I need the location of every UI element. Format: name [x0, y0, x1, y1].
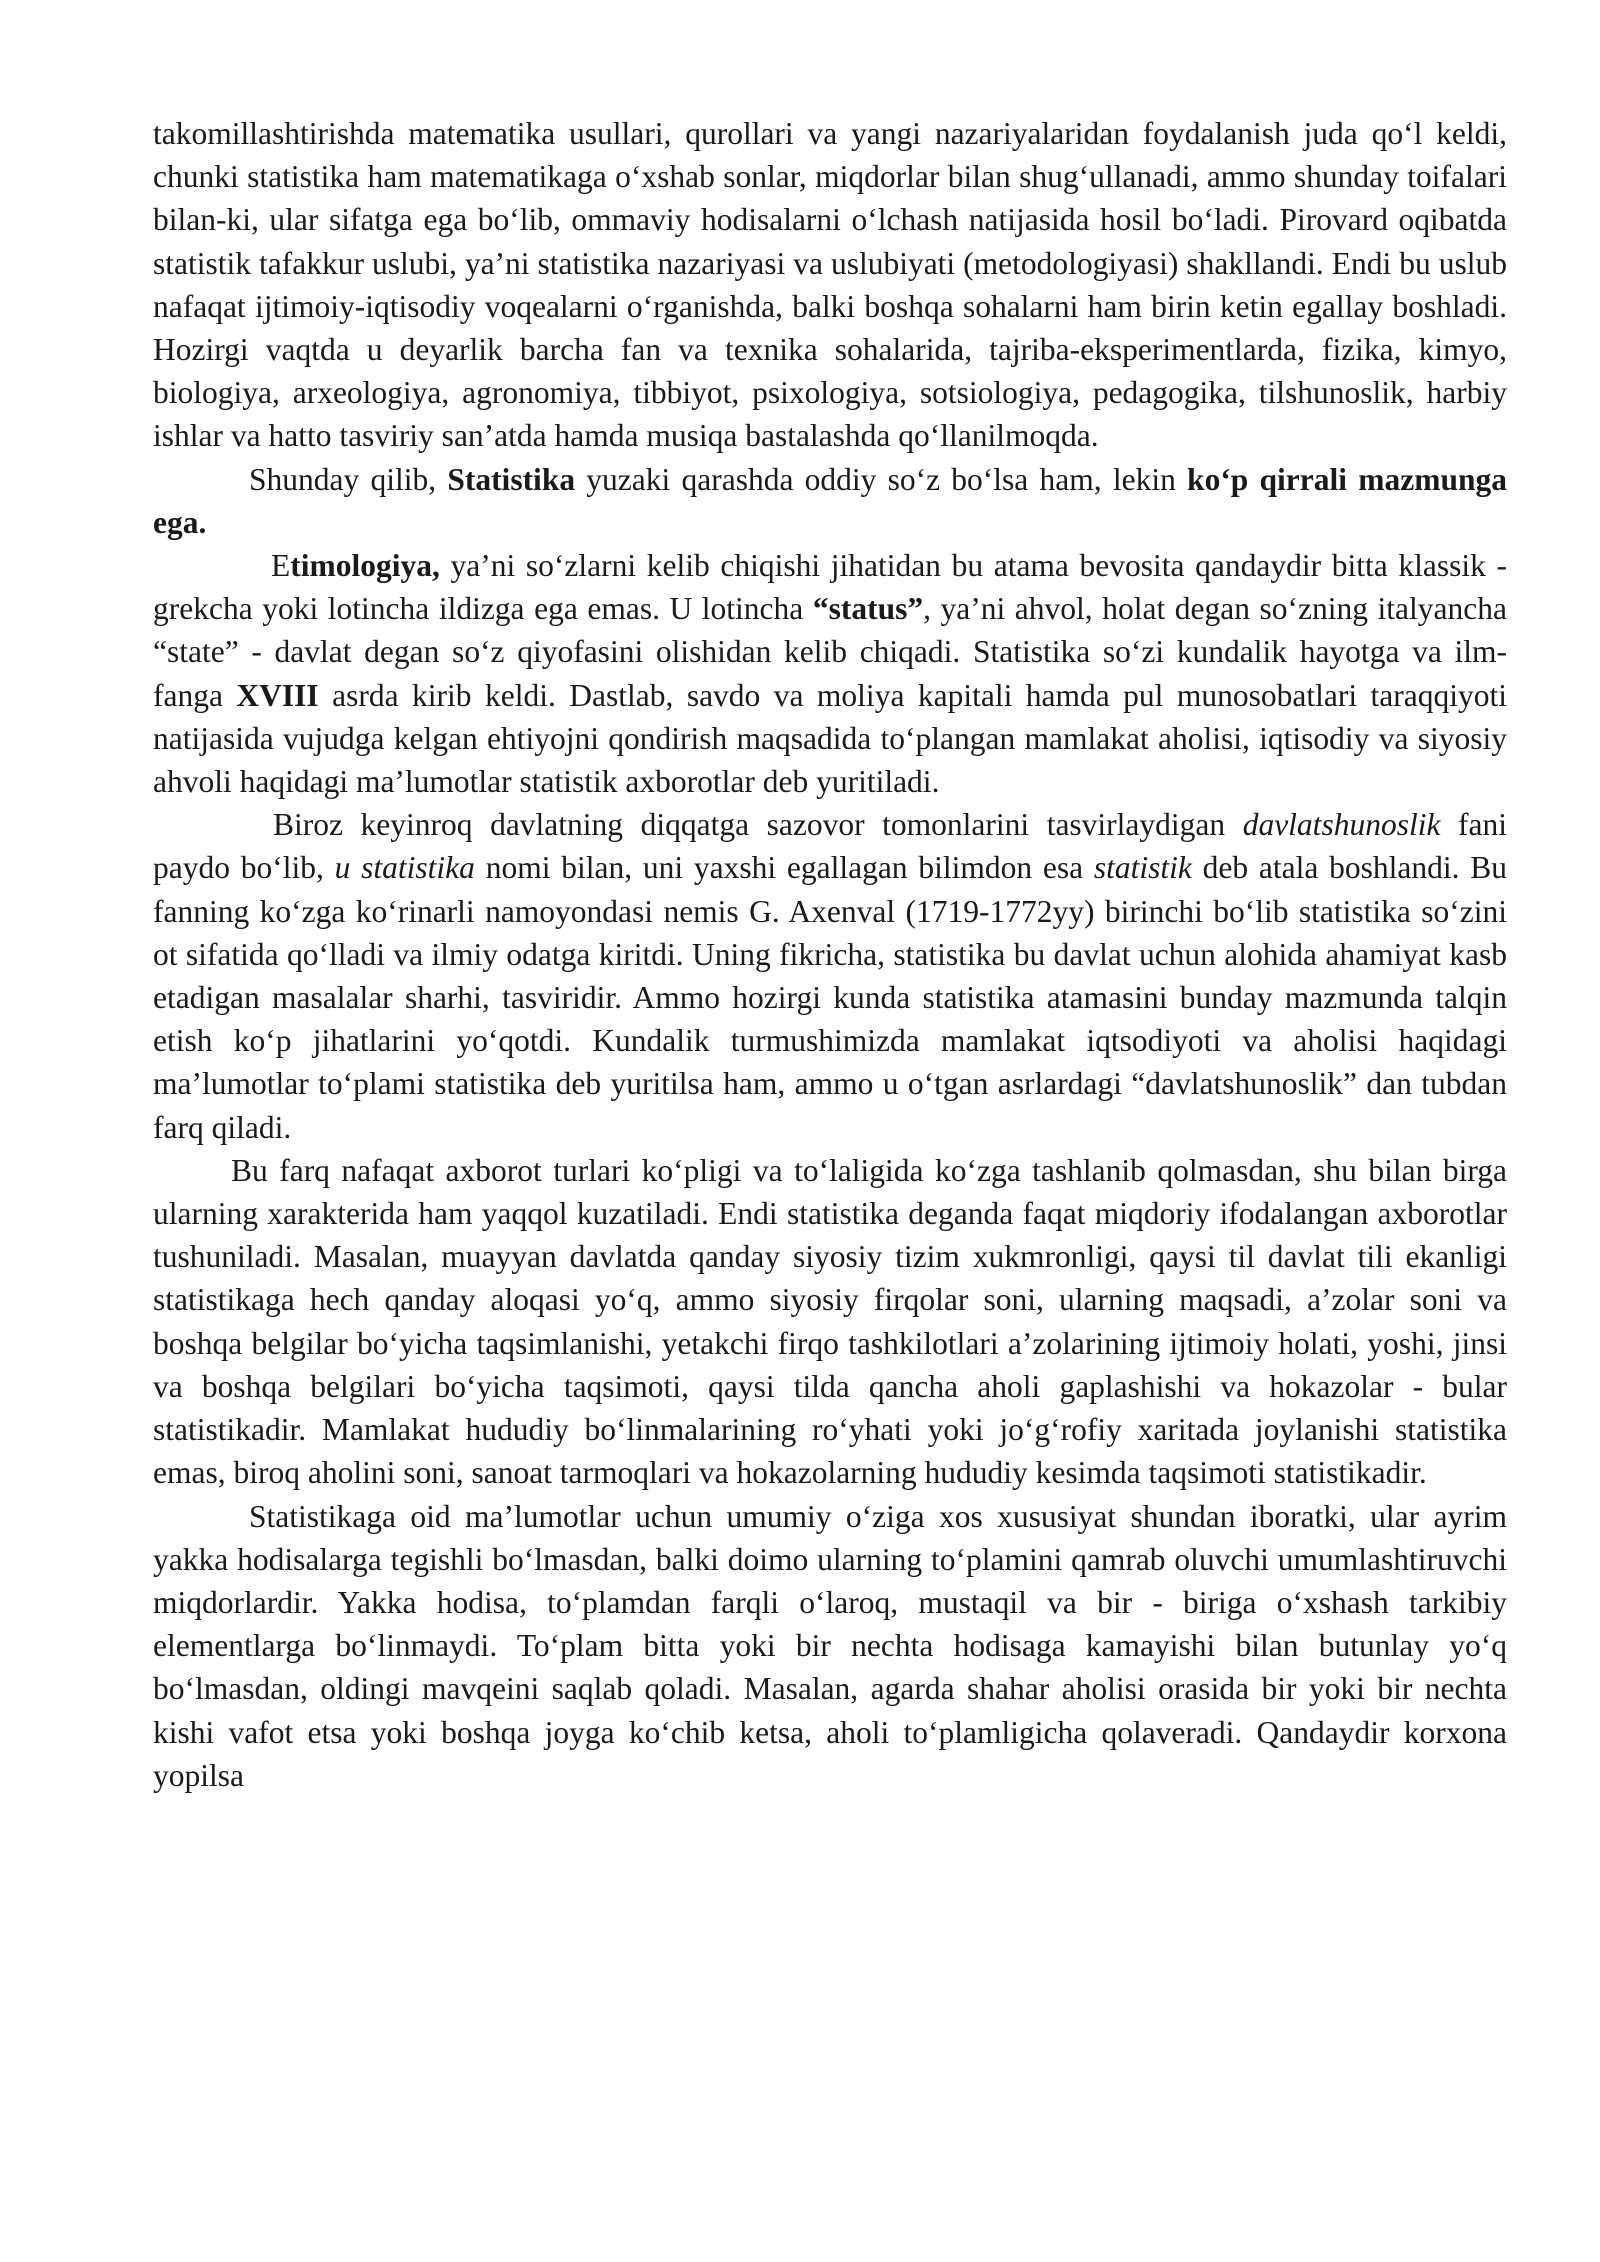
- phrase-kop-qirrali: ko‘p qirrali mazmunga ega.: [153, 461, 1507, 540]
- paragraph-1-text: takomillashtirishda matematika usullari, qurollari va yangi nazariyalaridan foydalanish juda qo‘l keldi, chunki statistika ham matematikaga o‘xshab sonlar, miqdorlar bilan shug‘ullanadi, ammo shunday toifalari bilan-ki, ular sifatga ega bo‘lib, ommaviy hodisalarni o‘lchash natijasida hosil bo‘ladi. Pirovard oqibatda statistik tafakkur uslubi, ya’ni statistika nazariyasi va uslubiyati (metodologiyasi) shakllandi. Endi bu uslub nafaqat ijtimoiy-iqtisodiy voqealarni o‘rganishda, balki boshqa sohalarni ham birin ketin egallay boshladi. Hozirgi vaqtda u deyarlik barcha fan va texnika sohalarida, tajriba-eksperimentlarda, fizika, kimyo, biologiya, arxeologiya, agronomiya, tibbiyot, psixologiya, sotsiologiya, pedagogika, tilshunoslik, harbiy ishlar va hatto tasviriy san’atda hamda musiqa bastalashda qo‘llanilmoqda.: [153, 116, 1507, 454]
- paragraph-4-text-a: Biroz keyinroq davlatning diqqatga sazovor tomonlarini tasvirlaydigan: [273, 807, 1243, 843]
- document-page: [153, 112, 1507, 1797]
- paragraph-6-text: Statistikaga oid ma’lumotlar uchun umumiy o‘ziga xos xususiyat shundan iboratki, ular ayrim yakka hodisalarga tegishli bo‘lmasdan, balki doimo ularning to‘plamini qamrab oluvchi umumlashtiruvchi miqdorlardir. Yakka hodisa, to‘plamdan farqli o‘laroq, mustaqil va bir - biriga o‘xshash tarkibiy elementlarga bo‘linmaydi. To‘plam bitta yoki bir nechta hodisaga kamayishi bilan butunlay yo‘q bo‘lmasdan, oldingi mavqeini saqlab qoladi. Masalan, agarda shahar aholisi orasida bir yoki bir nechta kishi vafot etsa yoki boshqa joyga ko‘chib ketsa, aholi to‘plamligicha qolaveradi. Qandaydir korxona yopilsa: [153, 1498, 1507, 1793]
- paragraph-6: [153, 1495, 1507, 1797]
- term-u-statistika: u statistika: [334, 850, 475, 886]
- term-statistik: statistik: [1093, 850, 1192, 886]
- paragraph-2: [153, 458, 1507, 544]
- term-statistika: Statistika: [447, 461, 576, 497]
- paragraph-3-text-e: , ya’ni ahvol, holat degan so‘zning italyancha “state” - davlat degan so‘z qiyofasini olishidan kelib chiqadi. Statistika so‘zi kundalik hayotga va ilm-fanga: [153, 591, 1507, 713]
- paragraph-5: [153, 1149, 1507, 1495]
- paragraph-5-text: Bu farq nafaqat axborot turlari ko‘pligi va to‘laligida ko‘zga tashlanib qolmasdan, shu bilan birga ularning xarakterida ham yaqqol kuzatiladi. Endi statistika deganda faqat miqdoriy ifodalangan axborotlar tushuniladi. Masalan, muayyan davlatda qanday siyosiy tizim xukmronligi, qaysi til davlat tili ekanligi statistikaga hech qanday aloqasi yo‘q, ammo siyosiy firqolar soni, ularning maqsadi, a’zolar soni va boshqa belgilar bo‘yicha taqsimlanishi, yetakchi firqo tashkilotlari a’zolarining ijtimoiy holati, yoshi, jinsi va boshqa belgilari bo‘yicha taqsimoti, qaysi tilda qancha aholi gaplashishi va hokazolar - bular statistikadir. Mamlakat hududiy bo‘linmalarining ro‘yhati yoki jo‘g‘rofiy xaritada joylanishi statistika emas, biroq aholini soni, sanoat tarmoqlari va hokazolarning hududiy kesimda taqsimoti statistikadir.: [153, 1152, 1507, 1491]
- paragraph-4-text-g: deb atala boshlandi. Bu fanning ko‘zga ko‘rinarli namoyondasi nemis G. Axenval (1719-1772yy) birinchi bo‘lib statistika so‘zini ot sifatida qo‘lladi va ilmiy odatga kiritdi. Uning fikricha, statistika bu davlat uchun alohida ahamiyat kasb etadigan masalalar sharhi, tasviridir. Ammo hozirgi kunda statistika atamasini bunday mazmunda talqin etish ko‘p jihatlarini yo‘qotdi. Kundalik turmushimizda mamlakat iqtsodiyoti va aholisi haqidagi ma’lumotlar to‘plami statistika deb yuritilsa ham, ammo u o‘tgan asrlardagi “davlatshunoslik” dan tubdan farq qiladi.: [153, 850, 1507, 1145]
- paragraph-4-text-e: nomi bilan, uni yaxshi egallagan bilimdon esa: [474, 850, 1094, 886]
- paragraph-3: [153, 544, 1507, 803]
- term-davlatshunoslik: davlatshunoslik: [1242, 807, 1441, 843]
- term-etimologiya: timologiya,: [290, 548, 440, 584]
- term-status: “status”: [812, 591, 924, 627]
- term-xviii: XVIII: [236, 677, 319, 713]
- paragraph-2-text-c: yuzaki qarashda oddiy so‘z bo‘lsa ham, lekin: [575, 461, 1188, 497]
- paragraph-1: [153, 112, 1507, 458]
- paragraph-3-text-a: E: [271, 548, 291, 584]
- paragraph-4-text-c: fani paydo bo‘lib,: [153, 807, 1507, 886]
- paragraph-3-text-g: asrda kirib keldi. Dastlab, savdo va moliya kapitali hamda pul munosobatlari taraqqiyoti natijasida vujudga kelgan ehtiyojni qondirish maqsadida to‘plangan mamlakat aholisi, iqtisodiy va siyosiy ahvoli haqidagi ma’lumotlar statistik axborotlar deb yuritiladi.: [153, 677, 1508, 800]
- paragraph-4: [153, 803, 1507, 1149]
- paragraph-2-text-a: Shunday qilib,: [249, 461, 448, 497]
- paragraph-3-text-c: ya’ni so‘zlarni kelib chiqishi jihatidan bu atama bevosita qandaydir bitta klassik - grekcha yoki lotincha ildizga ega emas. U lotincha: [153, 548, 1507, 627]
